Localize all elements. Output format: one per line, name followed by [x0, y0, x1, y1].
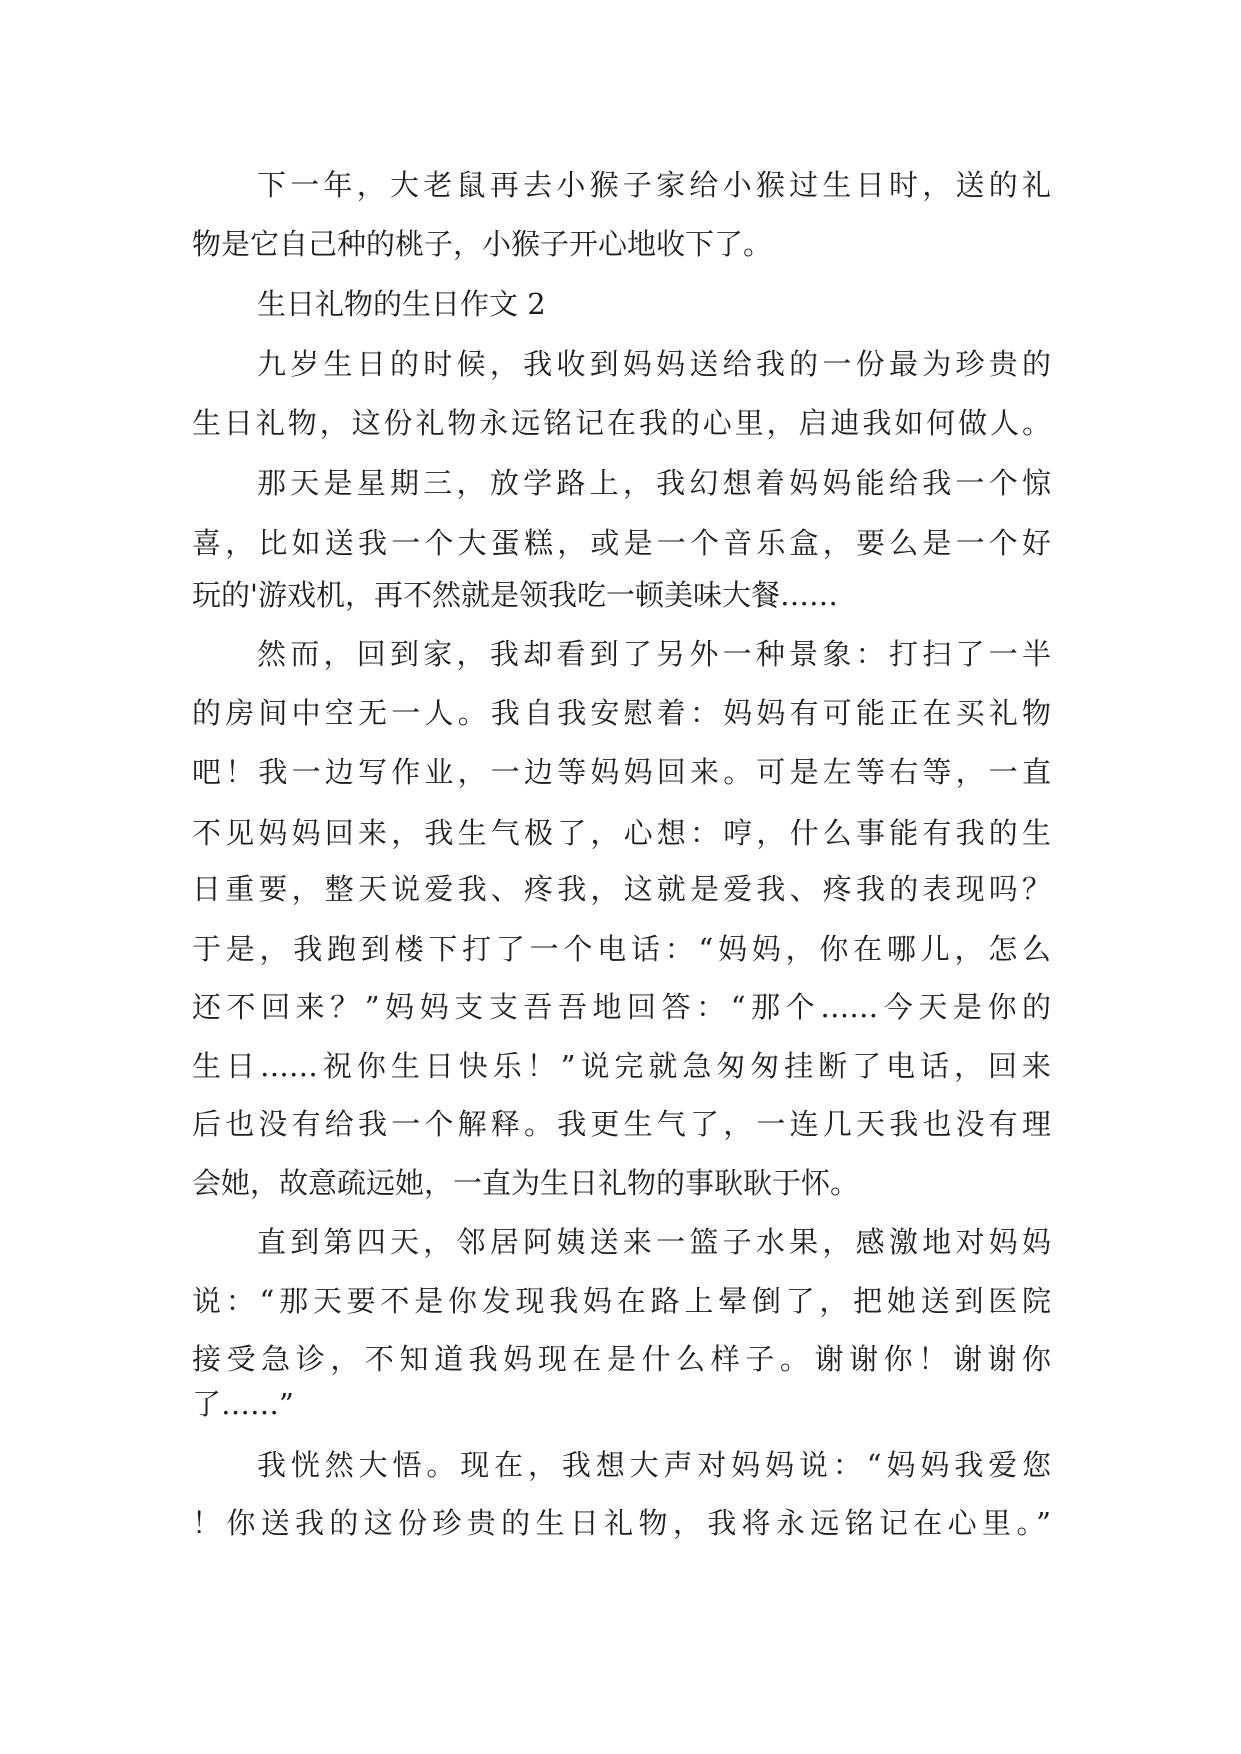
text-line: 下一年，大老鼠再去小猴子家给小猴过生日时，送的礼 [257, 168, 1051, 202]
text-line: 物是它自己种的桃子，小猴子开心地收下了。 [192, 227, 773, 261]
text-line: 说：“那天要不是你发现我妈在路上晕倒了，把她送到医院 [192, 1284, 1051, 1318]
text-line: 喜，比如送我一个大蛋糕，或是一个音乐盒，要么是一个好 [192, 526, 1051, 560]
text-line: 会她，故意疏远她，一直为生日礼物的事耿耿于怀。 [192, 1166, 860, 1200]
text-line: 后也没有给我一个解释。我更生气了，一连几天我也没有理 [192, 1107, 1051, 1141]
text-line: 于是，我跑到楼下打了一个电话：“妈妈，你在哪儿，怎么 [192, 932, 1051, 966]
text-line: 九岁生日的时候，我收到妈妈送给我的一份最为珍贵的 [257, 347, 1051, 381]
text-line: 接受急诊，不知道我妈现在是什么样子。谢谢你！谢谢你 [192, 1342, 1051, 1376]
text-line: 直到第四天，邻居阿姨送来一篮子水果，感激地对妈妈 [257, 1225, 1051, 1259]
text-line: ！你送我的这份珍贵的生日礼物，我将永远铭记在心里。” [192, 1506, 1051, 1540]
text-line: 了……” [192, 1387, 294, 1421]
text-line: 生日……祝你生日快乐！”说完就急匆匆挂断了电话，回来 [192, 1049, 1051, 1083]
text-line: 不见妈妈回来，我生气极了，心想：哼，什么事能有我的生 [192, 816, 1051, 850]
text-line: 生日礼物，这份礼物永远铭记在我的心里，启迪我如何做人。 [192, 406, 1051, 440]
text-line: 还不回来？”妈妈支支吾吾地回答：“那个……今天是你的 [192, 990, 1051, 1024]
text-line: 我恍然大悟。现在，我想大声对妈妈说：“妈妈我爱您 [257, 1448, 1051, 1482]
text-line: 然而，回到家，我却看到了另外一种景象：打扫了一半 [257, 637, 1051, 671]
text-line: 玩的'游戏机，再不然就是领我吃一顿美味大餐…… [192, 578, 838, 612]
text-line: 那天是星期三，放学路上，我幻想着妈妈能给我一个惊 [257, 466, 1051, 500]
text-line: 吧！我一边写作业，一边等妈妈回来。可是左等右等，一直 [192, 755, 1051, 789]
text-line: 日重要，整天说爱我、疼我，这就是爱我、疼我的表现吗？ [192, 872, 1051, 906]
text-line: 生日礼物的生日作文 2 [257, 287, 546, 321]
text-line: 的房间中空无一人。我自我安慰着：妈妈有可能正在买礼物 [192, 696, 1051, 730]
